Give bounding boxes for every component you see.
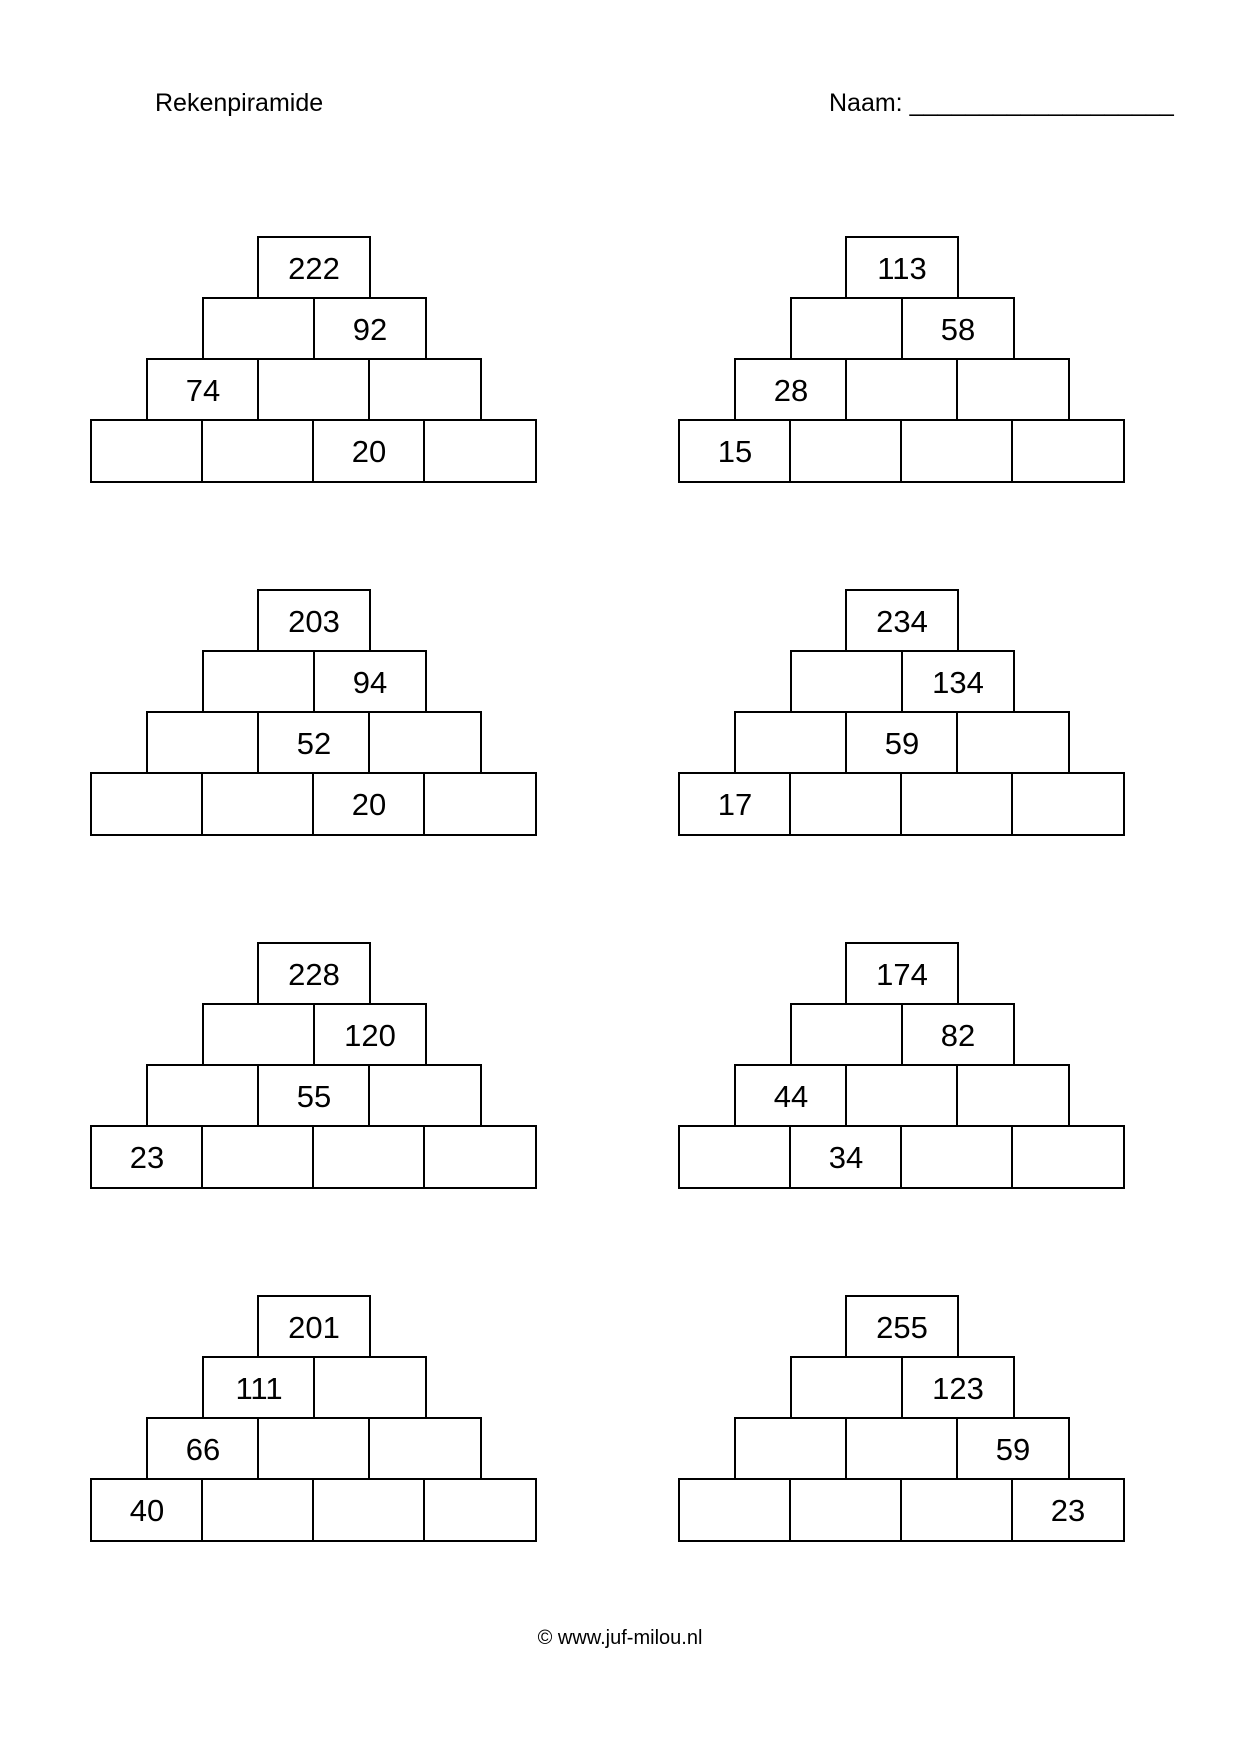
number-pyramid — [90, 236, 545, 486]
number-pyramid — [678, 236, 1133, 486]
pyramid-cell — [312, 1125, 426, 1189]
pyramid-cell — [368, 358, 482, 422]
pyramid-cell: 123 — [901, 1356, 1015, 1420]
pyramid-cell: 59 — [845, 711, 959, 775]
pyramid-cell — [368, 1417, 482, 1481]
number-pyramid — [90, 1295, 545, 1545]
pyramid-cell — [1011, 419, 1125, 483]
name-field-label: Naam: ___________________ — [829, 89, 1174, 117]
pyramid-cell: 44 — [734, 1064, 848, 1128]
pyramid-cell: 113 — [845, 236, 959, 300]
pyramid-cell: 15 — [678, 419, 792, 483]
pyramid-cell: 82 — [901, 1003, 1015, 1067]
pyramid-cell: 134 — [901, 650, 1015, 714]
pyramid-cell — [900, 772, 1014, 836]
pyramid-cell — [201, 419, 315, 483]
pyramid-cell: 234 — [845, 589, 959, 653]
pyramid-cell — [423, 1478, 537, 1542]
pyramid-cell: 58 — [901, 297, 1015, 361]
pyramid-cell — [90, 772, 204, 836]
pyramid-cell — [423, 1125, 537, 1189]
number-pyramid — [678, 942, 1133, 1192]
pyramid-cell: 23 — [90, 1125, 204, 1189]
pyramid-cell — [790, 650, 904, 714]
pyramid-cell — [1011, 772, 1125, 836]
pyramid-cell: 20 — [312, 772, 426, 836]
pyramid-cell — [146, 1064, 260, 1128]
number-pyramid — [678, 1295, 1133, 1545]
pyramid-cell — [423, 772, 537, 836]
pyramid-cell: 28 — [734, 358, 848, 422]
pyramid-cell — [201, 772, 315, 836]
pyramid-cell — [368, 1064, 482, 1128]
pyramid-cell — [845, 358, 959, 422]
pyramid-cell — [423, 419, 537, 483]
pyramid-cell: 55 — [257, 1064, 371, 1128]
pyramid-cell — [368, 711, 482, 775]
pyramid-cell: 34 — [789, 1125, 903, 1189]
pyramid-cell — [202, 297, 316, 361]
pyramid-cell: 201 — [257, 1295, 371, 1359]
pyramid-cell — [845, 1064, 959, 1128]
pyramid-cell: 23 — [1011, 1478, 1125, 1542]
pyramid-cell — [789, 1478, 903, 1542]
pyramid-cell — [900, 419, 1014, 483]
pyramid-cell: 17 — [678, 772, 792, 836]
pyramid-cell: 59 — [956, 1417, 1070, 1481]
pyramid-cell: 120 — [313, 1003, 427, 1067]
pyramid-cell — [312, 1478, 426, 1542]
pyramid-cell: 20 — [312, 419, 426, 483]
pyramid-cell: 66 — [146, 1417, 260, 1481]
pyramid-cell: 52 — [257, 711, 371, 775]
pyramid-cell — [90, 419, 204, 483]
pyramid-cell — [201, 1478, 315, 1542]
pyramid-cell — [845, 1417, 959, 1481]
pyramid-cell — [146, 711, 260, 775]
pyramid-cell — [202, 650, 316, 714]
pyramid-cell — [790, 1356, 904, 1420]
pyramid-cell — [201, 1125, 315, 1189]
pyramid-cell: 74 — [146, 358, 260, 422]
pyramid-cell — [790, 1003, 904, 1067]
number-pyramid — [90, 589, 545, 839]
pyramid-cell — [789, 419, 903, 483]
pyramid-cell: 222 — [257, 236, 371, 300]
worksheet-title: Rekenpiramide — [155, 89, 324, 117]
pyramid-cell: 255 — [845, 1295, 959, 1359]
pyramid-cell — [956, 1064, 1070, 1128]
pyramid-cell — [956, 358, 1070, 422]
pyramid-cell: 174 — [845, 942, 959, 1006]
pyramid-cell — [257, 1417, 371, 1481]
pyramid-cell — [313, 1356, 427, 1420]
pyramid-cell — [790, 297, 904, 361]
footer-copyright: © www.juf-milou.nl — [537, 1627, 703, 1649]
pyramid-cell: 228 — [257, 942, 371, 1006]
pyramid-cell — [734, 711, 848, 775]
pyramid-cell: 111 — [202, 1356, 316, 1420]
pyramid-cell — [956, 711, 1070, 775]
pyramid-cell — [900, 1125, 1014, 1189]
pyramid-cell — [678, 1478, 792, 1542]
number-pyramid — [678, 589, 1133, 839]
pyramid-cell: 203 — [257, 589, 371, 653]
pyramid-cell — [789, 772, 903, 836]
pyramid-cell: 94 — [313, 650, 427, 714]
pyramid-cell — [257, 358, 371, 422]
pyramid-cell — [1011, 1125, 1125, 1189]
pyramid-cell — [678, 1125, 792, 1189]
pyramid-cell: 92 — [313, 297, 427, 361]
pyramid-cell — [900, 1478, 1014, 1542]
pyramid-cell — [202, 1003, 316, 1067]
number-pyramid — [90, 942, 545, 1192]
pyramid-cell — [734, 1417, 848, 1481]
pyramid-cell: 40 — [90, 1478, 204, 1542]
